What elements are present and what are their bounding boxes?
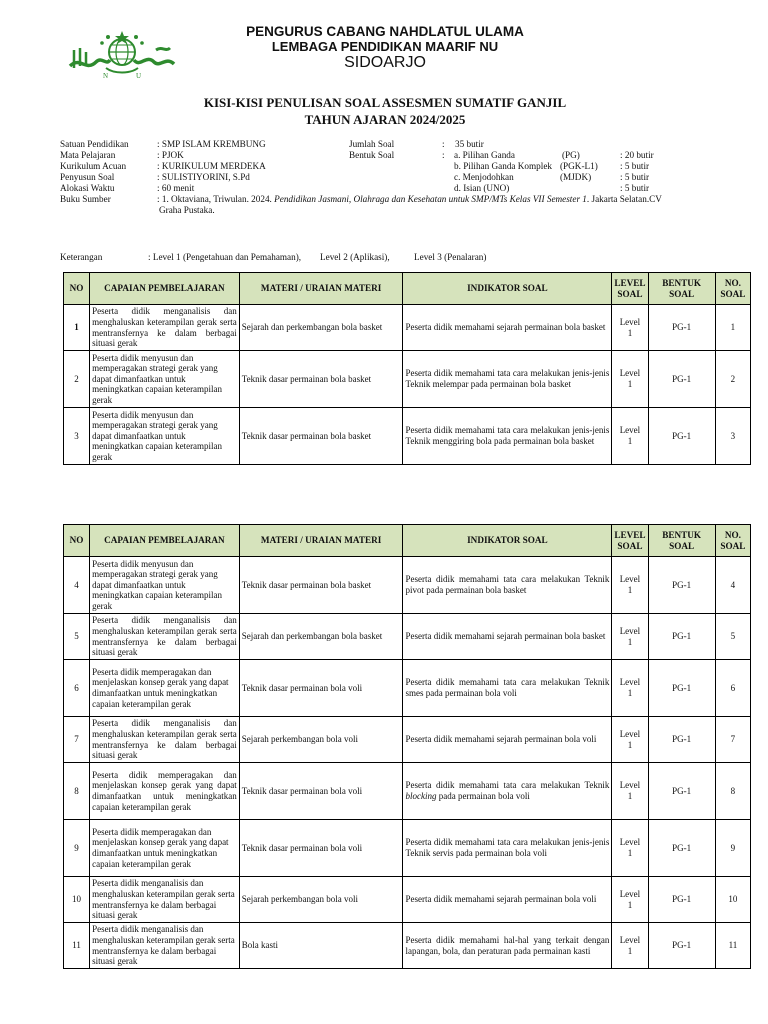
document-subtitle: TAHUN AJARAN 2024/2025	[304, 112, 466, 127]
buku-sumber-title: Pendidikan Jasmani, Olahraga dan Kesehatan untuk SMP/MTs Kelas VII Semester 1	[274, 194, 587, 204]
keterangan-level1: : Level 1 (Pengetahuan dan Pemahaman),	[148, 252, 302, 262]
cell-no: 10	[64, 877, 90, 923]
col-header-materi: MATERI / URAIAN MATERI	[239, 273, 403, 305]
cell-indikator: Peserta didik memahami tata cara melakukan Teknik pivot pada permainan bola basket	[403, 557, 612, 614]
info-label: Buku Sumber	[60, 194, 111, 204]
bentuk-names	[454, 150, 569, 194]
table-row	[64, 557, 751, 614]
cell-no-soal: 2	[715, 351, 750, 408]
cell-materi: Sejarah dan perkembangan bola basket	[239, 305, 403, 351]
table-row	[64, 305, 751, 351]
cell-no: 1	[64, 305, 90, 351]
table-row	[64, 820, 751, 877]
cell-capaian: Peserta didik menganalisis dan menghaluskan keterampilan gerak serta mentransfernya ke dalam berbagai situasi gerak	[90, 877, 240, 923]
table-row	[64, 351, 751, 408]
bentuk-code: (PG)	[562, 150, 580, 160]
table-header-row	[64, 525, 751, 557]
cell-bentuk: PG-1	[648, 820, 715, 877]
cell-no-soal: 1	[715, 305, 750, 351]
bentuk-count: : 5 butir	[620, 172, 650, 182]
cell-capaian: Peserta didik menganalisis dan menghaluskan keterampilan gerak serta mentransfernya ke dalam berbagai situasi gerak	[90, 923, 240, 969]
keterangan-label: Keterangan	[60, 252, 103, 262]
bentuk-name: a. Pilihan Ganda	[454, 150, 515, 160]
table-row	[64, 763, 751, 820]
cell-bentuk: PG-1	[648, 351, 715, 408]
bentuk-count: : 5 butir	[620, 161, 650, 171]
info-label: Mata Pelajaran	[60, 150, 116, 160]
cell-indikator: Peserta didik memahami tata cara melakukan jenis-jenis Teknik servis pada permainan bola voli	[403, 820, 612, 877]
col-header-level: LEVEL SOAL	[612, 525, 648, 557]
cell-materi: Sejarah dan perkembangan bola basket	[239, 614, 403, 660]
table-row	[64, 717, 751, 763]
cell-level: Level 1	[612, 763, 648, 820]
buku-sumber-value	[157, 194, 717, 216]
cell-no: 9	[64, 820, 90, 877]
cell-level: Level 1	[612, 717, 648, 763]
cell-indikator: Peserta didik memahami sejarah permainan bola basket	[403, 305, 612, 351]
table-row	[64, 877, 751, 923]
cell-bentuk: PG-1	[648, 877, 715, 923]
col-header-bentuk: BENTUK SOAL	[648, 525, 715, 557]
info-label: Penyusun Soal	[60, 172, 115, 182]
cell-capaian: Peserta didik memperagakan dan menjelaskan konsep gerak yang dapat dimanfaatkan untuk meningkatkan capaian keterampilan gerak	[90, 660, 240, 717]
info-label: Alokasi Waktu	[60, 183, 115, 193]
cell-indikator: Peserta didik memahami tata cara melakukan jenis-jenis Teknik menggiring bola pada permainan bola basket	[403, 408, 612, 465]
cell-capaian: Peserta didik menyusun dan memperagakan strategi gerak yang dapat dimanfaatkan untuk meningkatkan capaian keterampilan gerak	[90, 408, 240, 465]
info-value: : PJOK	[157, 150, 184, 160]
keterangan-level2: Level 2 (Aplikasi),	[320, 252, 390, 262]
cell-no-soal: 3	[715, 408, 750, 465]
logo-letter-u: U	[136, 72, 142, 80]
cell-capaian: Peserta didik menganalisis dan menghaluskan keterampilan gerak serta mentransfernya ke dalam berbagai situasi gerak	[90, 305, 240, 351]
table-header-row	[64, 273, 751, 305]
buku-sumber-text: : 1. Oktaviana, Triwulan. 2024.	[157, 194, 275, 204]
org-name: PENGURUS CABANG NAHDLATUL ULAMA	[246, 24, 524, 39]
cell-bentuk: PG-1	[648, 408, 715, 465]
bentuk-counts	[620, 150, 680, 194]
cell-bentuk: PG-1	[648, 660, 715, 717]
bentuk-count: : 20 butir	[620, 150, 654, 160]
cell-level: Level 1	[612, 820, 648, 877]
kisi-kisi-table-2	[63, 524, 751, 969]
cell-bentuk: PG-1	[648, 614, 715, 660]
cell-no: 2	[64, 351, 90, 408]
info-value: : SMP ISLAM KREMBUNG	[157, 139, 266, 149]
cell-materi: Teknik dasar permainan bola voli	[239, 660, 403, 717]
jumlah-soal-value: 35 butir	[455, 139, 484, 149]
col-header-capaian: CAPAIAN PEMBELAJARAN	[90, 273, 240, 305]
cell-indikator: Peserta didik memahami tata cara melakukan jenis-jenis Teknik melempar pada permainan bola basket	[403, 351, 612, 408]
bentuk-soal-colon: :	[442, 150, 445, 160]
org-city: SIDOARJO	[344, 54, 426, 71]
cell-no: 5	[64, 614, 90, 660]
cell-level: Level 1	[612, 351, 648, 408]
cell-capaian: Peserta didik menyusun dan memperagakan strategi gerak yang dapat dimanfaatkan untuk meningkatkan capaian keterampilan gerak	[90, 557, 240, 614]
cell-bentuk: PG-1	[648, 763, 715, 820]
cell-materi: Sejarah perkembangan bola voli	[239, 877, 403, 923]
jumlah-soal-label: Jumlah Soal	[349, 139, 395, 149]
org-sub-name: LEMBAGA PENDIDIKAN MAARIF NU	[271, 39, 499, 54]
cell-level: Level 1	[612, 305, 648, 351]
cell-bentuk: PG-1	[648, 717, 715, 763]
col-header-indikator: INDIKATOR SOAL	[403, 273, 612, 305]
bentuk-count: : 5 butir	[620, 183, 650, 193]
cell-indikator: Peserta didik memahami sejarah permainan bola basket	[403, 614, 612, 660]
cell-capaian: Peserta didik menganalisis dan menghaluskan keterampilan gerak serta mentransfernya ke dalam berbagai situasi gerak	[90, 717, 240, 763]
bentuk-soal-label: Bentuk Soal	[349, 150, 395, 160]
bentuk-name: c. Menjodohkan	[454, 172, 514, 182]
jumlah-soal-colon: :	[442, 139, 445, 149]
logo-letter-n: N	[103, 72, 109, 80]
cell-level: Level 1	[612, 408, 648, 465]
cell-no: 7	[64, 717, 90, 763]
cell-level: Level 1	[612, 660, 648, 717]
cell-no-soal: 11	[715, 923, 750, 969]
cell-materi: Teknik dasar permainan bola basket	[239, 351, 403, 408]
buku-sumber-publisher: . Jakarta Selatan.CV	[586, 194, 662, 204]
cell-no-soal: 6	[715, 660, 750, 717]
cell-indikator: Peserta didik memahami sejarah permainan bola voli	[403, 877, 612, 923]
cell-no: 6	[64, 660, 90, 717]
table-row	[64, 614, 751, 660]
col-header-no-soal: NO. SOAL	[715, 273, 750, 305]
bentuk-code: (PGK-L1)	[560, 161, 598, 171]
info-value: : 60 menit	[157, 183, 195, 193]
cell-indikator: Peserta didik memahami hal-hal yang terkait dengan lapangan, bola, dan peraturan pada permainan kasti	[403, 923, 612, 969]
col-header-materi: MATERI / URAIAN MATERI	[239, 525, 403, 557]
info-value: : KURIKULUM MERDEKA	[157, 161, 266, 171]
col-header-indikator: INDIKATOR SOAL	[403, 525, 612, 557]
cell-no: 8	[64, 763, 90, 820]
col-header-capaian: CAPAIAN PEMBELAJARAN	[90, 525, 240, 557]
cell-materi: Teknik dasar permainan bola basket	[239, 557, 403, 614]
info-value: : SULISTIYORINI, S.Pd	[157, 172, 250, 182]
cell-no-soal: 8	[715, 763, 750, 820]
cell-indikator: Peserta didik memahami sejarah permainan bola voli	[403, 717, 612, 763]
cell-no-soal: 9	[715, 820, 750, 877]
cell-capaian: Peserta didik memperagakan dan menjelaskan konsep gerak yang dapat dimanfaatkan untuk meningkatkan capaian keterampilan gerak	[90, 820, 240, 877]
cell-no-soal: 4	[715, 557, 750, 614]
cell-no: 3	[64, 408, 90, 465]
info-left-values	[157, 139, 347, 194]
bentuk-codes	[560, 150, 620, 183]
cell-no: 4	[64, 557, 90, 614]
cell-materi: Sejarah perkembangan bola voli	[239, 717, 403, 763]
cell-level: Level 1	[612, 614, 648, 660]
table-row	[64, 408, 751, 465]
buku-sumber-publisher-line2: Graha Pustaka.	[159, 205, 215, 215]
cell-level: Level 1	[612, 557, 648, 614]
col-header-no: NO	[64, 525, 90, 557]
cell-no-soal: 7	[715, 717, 750, 763]
bentuk-code: (MJDK)	[560, 172, 592, 182]
col-header-no-soal: NO. SOAL	[715, 525, 750, 557]
cell-capaian: Peserta didik menganalisis dan menghaluskan keterampilan gerak serta mentransfernya ke dalam berbagai situasi gerak	[90, 614, 240, 660]
cell-no: 11	[64, 923, 90, 969]
cell-bentuk: PG-1	[648, 923, 715, 969]
kisi-kisi-table-1	[63, 272, 751, 465]
cell-materi: Teknik dasar permainan bola basket	[239, 408, 403, 465]
cell-bentuk: PG-1	[648, 557, 715, 614]
table-row	[64, 923, 751, 969]
cell-indikator: Peserta didik memahami tata cara melakukan Teknik blocking pada permainan bola voli	[403, 763, 612, 820]
table-row	[64, 660, 751, 717]
bentuk-name: b. Pilihan Ganda Komplek	[454, 161, 552, 171]
cell-materi: Teknik dasar permainan bola voli	[239, 820, 403, 877]
cell-materi: Teknik dasar permainan bola voli	[239, 763, 403, 820]
document-title: KISI-KISI PENULISAN SOAL ASSESMEN SUMATIF GANJIL	[203, 95, 567, 110]
keterangan-level3: Level 3 (Penalaran)	[414, 252, 487, 262]
col-header-bentuk: BENTUK SOAL	[648, 273, 715, 305]
bentuk-name: d. Isian (UNO)	[454, 183, 510, 193]
info-label: Satuan Pendidikan	[60, 139, 129, 149]
col-header-level: LEVEL SOAL	[612, 273, 648, 305]
cell-level: Level 1	[612, 877, 648, 923]
cell-capaian: Peserta didik menyusun dan memperagakan strategi gerak yang dapat dimanfaatkan untuk meningkatkan capaian keterampilan gerak	[90, 351, 240, 408]
cell-bentuk: PG-1	[648, 305, 715, 351]
cell-capaian: Peserta didik memperagakan dan menjelaskan konsep gerak yang dapat dimanfaatkan untuk meningkatkan capaian keterampilan gerak	[90, 763, 240, 820]
col-header-no: NO	[64, 273, 90, 305]
info-label: Kurikulum Acuan	[60, 161, 127, 171]
cell-materi: Bola kasti	[239, 923, 403, 969]
cell-no-soal: 5	[715, 614, 750, 660]
cell-level: Level 1	[612, 923, 648, 969]
cell-no-soal: 10	[715, 877, 750, 923]
cell-indikator: Peserta didik memahami tata cara melakukan Teknik smes pada permainan bola voli	[403, 660, 612, 717]
